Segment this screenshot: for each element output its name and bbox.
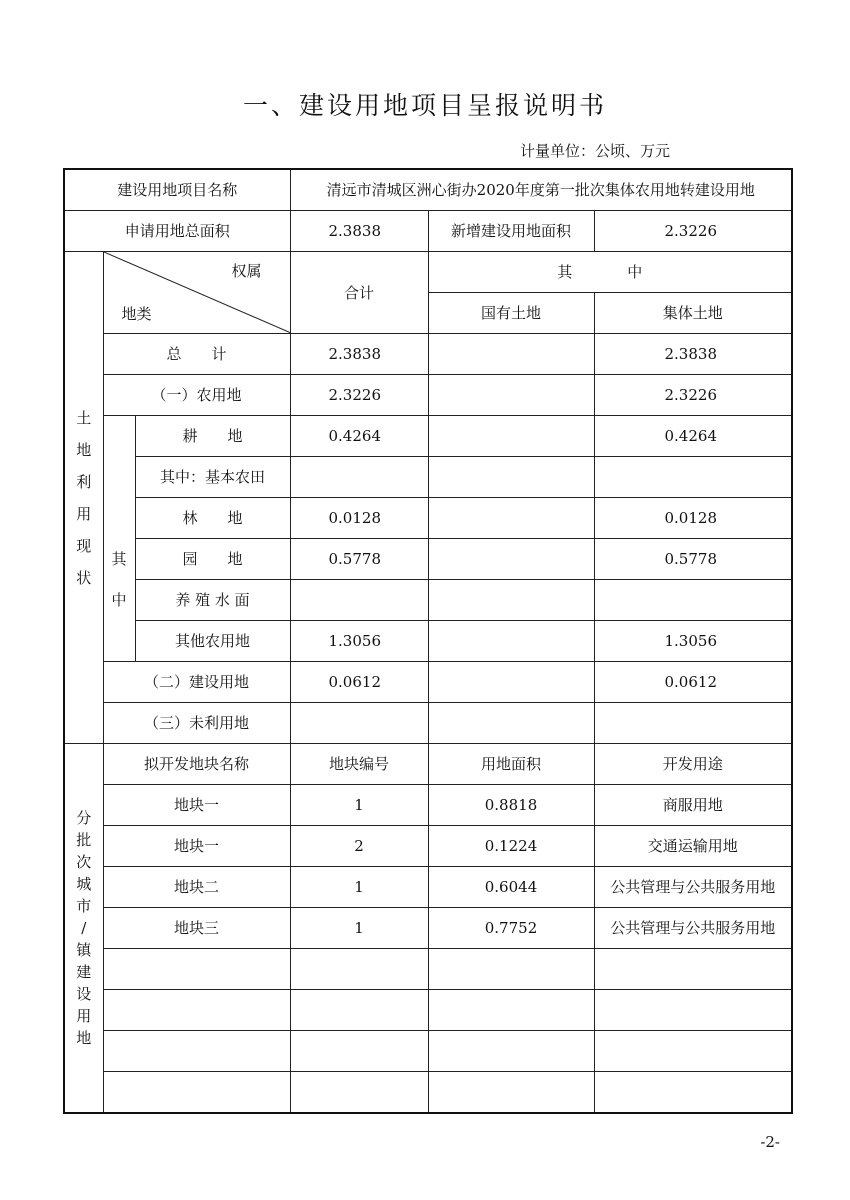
row-label: 总 计 <box>103 334 290 375</box>
project-name-row <box>64 169 792 211</box>
table-row <box>64 949 792 990</box>
total-area-label: 申请用地总面积 <box>64 211 290 252</box>
plot-use: 商服用地 <box>594 785 792 826</box>
plot-area <box>428 1072 594 1114</box>
plot-area: 0.6044 <box>428 867 594 908</box>
table-row <box>64 539 792 580</box>
row-total: 0.5778 <box>290 539 428 580</box>
project-name-value: 清远市清城区洲心街办2020年度第一批次集体农用地转建设用地 <box>290 169 792 211</box>
plot-no <box>290 1072 428 1114</box>
row-state <box>428 662 594 703</box>
land-use-section-label: 土 地 利 用 现 状 <box>64 252 103 744</box>
new-area-value: 2.3226 <box>594 211 792 252</box>
row-total <box>290 457 428 498</box>
plot-area <box>428 990 594 1031</box>
plot-no: 1 <box>290 785 428 826</box>
total-col-header: 合计 <box>290 252 428 334</box>
table-row <box>64 580 792 621</box>
row-state <box>428 580 594 621</box>
table-row <box>64 703 792 744</box>
row-state <box>428 621 594 662</box>
row-collective: 1.3056 <box>594 621 792 662</box>
plot-name <box>103 1072 290 1114</box>
plot-area: 0.7752 <box>428 908 594 949</box>
row-total: 0.0128 <box>290 498 428 539</box>
plot-use-header: 开发用途 <box>594 744 792 785</box>
row-total: 2.3838 <box>290 334 428 375</box>
plot-name: 地块一 <box>103 826 290 867</box>
plot-area: 0.1224 <box>428 826 594 867</box>
plots-header-row <box>64 744 792 785</box>
unit-note: 计量单位：公顷、万元 <box>520 142 671 160</box>
row-state <box>428 498 594 539</box>
among-side-label: 其 中 <box>103 416 135 662</box>
row-label: 林 地 <box>135 498 290 539</box>
plot-use <box>594 990 792 1031</box>
plot-no <box>290 1031 428 1072</box>
row-label: 其中：基本农田 <box>135 457 290 498</box>
row-label: （一）农用地 <box>103 375 290 416</box>
plot-name-header: 拟开发地块名称 <box>103 744 290 785</box>
ownership-category-header <box>103 252 290 334</box>
plot-no: 1 <box>290 908 428 949</box>
plot-no: 2 <box>290 826 428 867</box>
land-report-table <box>63 168 793 1114</box>
page-number: -2- <box>760 1133 780 1151</box>
plot-use: 公共管理与公共服务用地 <box>594 867 792 908</box>
among-col-header: 其 中 <box>428 252 792 293</box>
row-label: 养 殖 水 面 <box>135 580 290 621</box>
plot-area <box>428 949 594 990</box>
row-label: （二）建设用地 <box>103 662 290 703</box>
row-label: 园 地 <box>135 539 290 580</box>
row-collective: 0.4264 <box>594 416 792 457</box>
plot-no-header: 地块编号 <box>290 744 428 785</box>
table-row <box>64 416 792 457</box>
row-collective <box>594 703 792 744</box>
total-area-value: 2.3838 <box>290 211 428 252</box>
table-row <box>64 826 792 867</box>
table-row <box>64 375 792 416</box>
plot-name: 地块二 <box>103 867 290 908</box>
plot-no <box>290 949 428 990</box>
row-state <box>428 416 594 457</box>
ownership-label: 权属 <box>231 262 262 280</box>
row-state <box>428 334 594 375</box>
table-row <box>64 867 792 908</box>
row-collective: 0.0612 <box>594 662 792 703</box>
area-row <box>64 211 792 252</box>
plot-name: 地块一 <box>103 785 290 826</box>
table-row <box>64 1072 792 1114</box>
plot-use <box>594 1031 792 1072</box>
new-area-label: 新增建设用地面积 <box>428 211 594 252</box>
table-row <box>64 498 792 539</box>
table-row <box>64 1031 792 1072</box>
table-row <box>64 457 792 498</box>
row-state <box>428 703 594 744</box>
plot-use <box>594 949 792 990</box>
plot-use: 公共管理与公共服务用地 <box>594 908 792 949</box>
row-collective <box>594 580 792 621</box>
row-total: 2.3226 <box>290 375 428 416</box>
row-state <box>428 457 594 498</box>
plot-no: 1 <box>290 867 428 908</box>
page-title: 一、建设用地项目呈报说明书 <box>242 91 607 120</box>
row-state <box>428 539 594 580</box>
plot-use <box>594 1072 792 1114</box>
row-label: （三）未利用地 <box>103 703 290 744</box>
table-row <box>64 621 792 662</box>
plot-area-header: 用地面积 <box>428 744 594 785</box>
plot-no <box>290 990 428 1031</box>
project-name-label: 建设用地项目名称 <box>64 169 290 211</box>
table-row <box>64 908 792 949</box>
row-collective: 0.5778 <box>594 539 792 580</box>
plot-name <box>103 1031 290 1072</box>
plot-area <box>428 1031 594 1072</box>
row-total: 1.3056 <box>290 621 428 662</box>
plot-area: 0.8818 <box>428 785 594 826</box>
table-row <box>64 785 792 826</box>
row-collective: 2.3226 <box>594 375 792 416</box>
state-land-header: 国有土地 <box>428 293 594 334</box>
row-total <box>290 580 428 621</box>
table-row <box>64 662 792 703</box>
row-total: 0.0612 <box>290 662 428 703</box>
row-state <box>428 375 594 416</box>
plot-use: 交通运输用地 <box>594 826 792 867</box>
land-use-header-row <box>64 252 792 293</box>
row-collective: 0.0128 <box>594 498 792 539</box>
plot-name <box>103 949 290 990</box>
plots-section-label: 分 批 次 城 市 / 镇 建 设 用 地 <box>64 744 103 1114</box>
plot-name <box>103 990 290 1031</box>
plot-name: 地块三 <box>103 908 290 949</box>
table-row <box>64 990 792 1031</box>
category-label: 地类 <box>121 305 152 323</box>
row-collective <box>594 457 792 498</box>
row-total: 0.4264 <box>290 416 428 457</box>
row-total <box>290 703 428 744</box>
collective-land-header: 集体土地 <box>594 293 792 334</box>
table-row <box>64 334 792 375</box>
row-label: 其他农用地 <box>135 621 290 662</box>
row-collective: 2.3838 <box>594 334 792 375</box>
row-label: 耕 地 <box>135 416 290 457</box>
